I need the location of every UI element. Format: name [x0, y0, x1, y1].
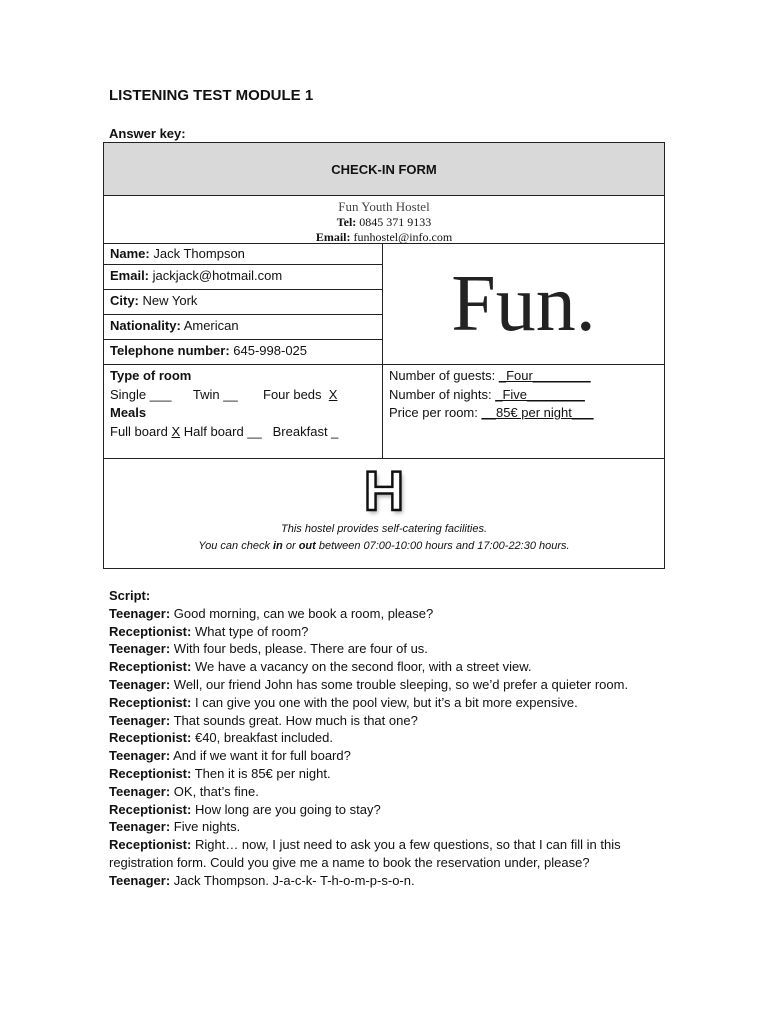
dialogue: €40, breakfast included. [194, 730, 334, 746]
price-row [389, 404, 658, 423]
full-board-option: Full board [110, 423, 168, 439]
answer-key-heading: Answer key: [109, 126, 186, 141]
hostel-info [104, 196, 664, 244]
field-value: New York [142, 293, 198, 308]
field-value: American [183, 318, 239, 333]
speaker: Receptionist: [109, 801, 192, 817]
hostel-h-icon: H [363, 459, 405, 522]
price-value: __85€ per night___ [481, 405, 594, 420]
guests-value: _Four________ [498, 368, 591, 383]
script-line [109, 765, 649, 783]
meal-options [110, 423, 376, 442]
hostel-name: Fun Youth Hostel [338, 199, 430, 214]
room-type-label: Type of room [110, 368, 192, 383]
check-in-form [103, 142, 665, 569]
field-value: Jack Thompson [153, 246, 245, 261]
script-line [109, 676, 649, 694]
dialogue: I can give you one with the pool view, but it’s a bit more expensive. [194, 694, 578, 710]
half-board-option: Half board __ [183, 423, 262, 439]
email-label: Email: [315, 230, 351, 244]
script-line [109, 872, 649, 890]
dialogue: Then it is 85€ per night. [194, 765, 331, 781]
guests-label: Number of guests: [389, 368, 496, 383]
field-value: jackjack@hotmail.com [152, 268, 283, 283]
footer-text: between 07:00-10:00 hours and 17:00-22:30 hours. [315, 540, 570, 552]
speaker: Teenager: [109, 641, 171, 657]
booking-details-cell [383, 365, 664, 459]
script-line [109, 801, 649, 819]
full-board-mark: X [171, 423, 181, 439]
form-header: CHECK-IN FORM [104, 143, 664, 196]
script-line [109, 747, 649, 765]
dialogue: Good morning, can we book a room, please? [173, 605, 434, 621]
script-line [109, 605, 649, 623]
speaker: Receptionist: [109, 730, 192, 746]
field-label: City: [110, 293, 139, 308]
dialogue: Jack Thompson. J-a-c-k- T-h-o-m-p-s-o-n. [173, 872, 415, 888]
name-field [104, 244, 383, 265]
city-field [104, 290, 383, 315]
nights-value: _Five________ [495, 386, 585, 402]
telephone-field [104, 340, 383, 365]
hostel-tel [104, 215, 664, 230]
speaker: Receptionist: [109, 659, 192, 675]
field-label: Nationality: [110, 318, 181, 333]
script-heading: Script: [109, 588, 151, 603]
nights-row [389, 386, 658, 405]
dialogue: How long are you going to stay? [194, 801, 381, 817]
field-label: Telephone number: [110, 343, 230, 358]
speaker: Teenager: [109, 676, 171, 692]
tel-label: Tel: [336, 215, 357, 229]
four-beds-option: Four beds [263, 386, 322, 402]
dialogue: Right… now, I just need to ask you a few questions, so that I can fill in this registration form. Could you give me a name to book the reservation under, please? [109, 837, 621, 870]
dialogue: And if we want it for full board? [173, 748, 351, 764]
footer-text: You can check [198, 540, 273, 552]
script-line [109, 783, 649, 801]
dialogue: Well, our friend John has some trouble sleeping, so we’d prefer a quieter room. [173, 676, 629, 692]
footer-out: out [298, 540, 316, 552]
email-value: funhostel@info.com [353, 230, 453, 244]
breakfast-option: Breakfast _ [272, 423, 339, 439]
script-line [109, 640, 649, 658]
footer-text: or [282, 540, 299, 552]
speaker: Teenager: [109, 872, 171, 888]
speaker: Teenager: [109, 819, 171, 835]
nationality-field [104, 315, 383, 340]
speaker: Teenager: [109, 783, 171, 799]
hostel-footer [104, 459, 664, 568]
guests-row [389, 367, 658, 386]
script-line [109, 658, 649, 676]
fun-logo: Fun. [451, 260, 596, 348]
script-line [109, 729, 649, 747]
nights-label: Number of nights: [389, 386, 492, 402]
speaker: Receptionist: [109, 694, 192, 710]
hostel-email [104, 230, 664, 245]
room-type-cell [104, 365, 383, 459]
price-label: Price per room: [389, 405, 478, 420]
dialogue: What type of room? [194, 623, 309, 639]
script-line [109, 836, 649, 872]
dialogue: Five nights. [173, 819, 241, 835]
footer-in: in [273, 540, 283, 552]
dialogue: We have a vacancy on the second floor, with a street view. [194, 659, 532, 675]
script-line [109, 712, 649, 730]
speaker: Teenager: [109, 748, 171, 764]
email-field [104, 265, 383, 290]
footer-line-2 [104, 538, 664, 555]
field-label: Name: [110, 246, 150, 261]
script-line [109, 818, 649, 836]
room-options [110, 386, 376, 405]
dialogue: OK, that’s fine. [173, 783, 259, 799]
page-title: LISTENING TEST MODULE 1 [109, 87, 314, 104]
field-value: 645-998-025 [233, 343, 308, 358]
script-section [109, 587, 649, 890]
script-line [109, 694, 649, 712]
footer-line-1: This hostel provides self-catering facilities. [280, 523, 488, 535]
speaker: Receptionist: [109, 765, 192, 781]
field-label: Email: [110, 268, 150, 283]
dialogue: With four beds, please. There are four of us. [173, 641, 428, 657]
four-beds-mark: X [328, 386, 338, 402]
speaker: Receptionist: [109, 837, 192, 853]
meals-label: Meals [110, 405, 147, 420]
twin-option: Twin __ [192, 386, 238, 402]
speaker: Receptionist: [109, 623, 192, 639]
tel-value: 0845 371 9133 [359, 215, 432, 229]
dialogue: That sounds great. How much is that one? [173, 712, 418, 728]
speaker: Teenager: [109, 605, 171, 621]
speaker: Teenager: [109, 712, 171, 728]
fun-logo-cell [383, 244, 664, 365]
script-line [109, 623, 649, 641]
single-option: Single ___ [110, 386, 172, 402]
